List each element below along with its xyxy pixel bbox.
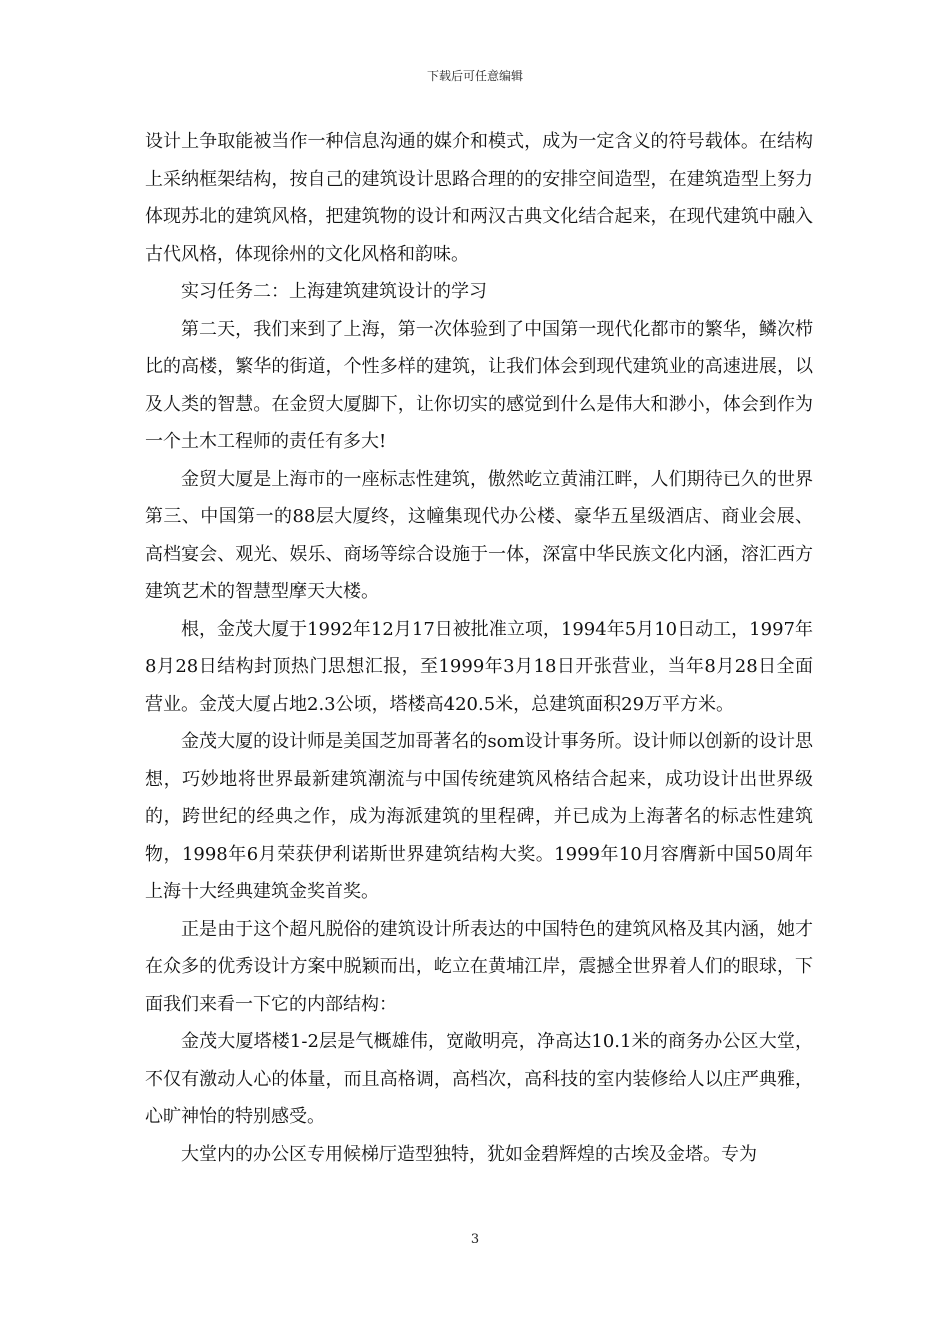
paragraph-4: 根，金茂大厦于1992年12月17日被批准立项，1994年5月10日动工，1997年8月28日结构封顶热门思想汇报，至1999年3月18日开张营业，当年8月28日全面营业。金茂大厦占地2.3公顷，塔楼高420.5米，总建筑面积29万平方米。	[145, 618, 813, 715]
document-body	[145, 123, 813, 1173]
page-header-note: 下载后可任意编辑	[426, 69, 523, 83]
section-heading-task-2: 实习任务二：上海建筑建筑设计的学习	[181, 281, 487, 302]
paragraph-3: 金贸大厦是上海市的一座标志性建筑，傲然屹立黄浦江畔，人们期待已久的世界第三、中国第一的88层大厦终，这幢集现代办公楼、豪华五星级酒店、商业会展、高档宴会、观光、娱乐、商场等综合设施于一体，深富中华民族文化内涵，溶汇西方建筑艺术的智慧型摩天大楼。	[145, 468, 813, 602]
paragraph-6: 正是由于这个超凡脱俗的建筑设计所表达的中国特色的建筑风格及其内涵，她才在众多的优秀设计方案中脱颖而出，屹立在黄埔江岸，震撼全世界着人们的眼球，下面我们来看一下它的内部结构：	[145, 918, 813, 1015]
page-number: 3	[470, 1232, 480, 1247]
paragraph-7: 金茂大厦塔楼1-2层是气概雄伟，宽敞明亮，净高达10.1米的商务办公区大堂，不仅有激动人心的体量，而且高格调，高档次，高科技的室内装修给人以庄严典雅，心旷神怡的特别感受。	[145, 1031, 813, 1127]
paragraph-2: 第二天，我们来到了上海，第一次体验到了中国第一现代化都市的繁华，鳞次栉比的高楼，繁华的街道，个性多样的建筑，让我们体会到现代建筑业的高速进展，以及人类的智慧。在金贸大厦脚下，让你切实的感觉到什么是伟大和渺小，体会到作为一个土木工程师的责任有多大!	[145, 318, 813, 452]
paragraph-8: 大堂内的办公区专用候梯厅造型独特，犹如金碧辉煌的古埃及金塔。专为	[181, 1143, 757, 1165]
paragraph-1: 设计上争取能被当作一种信息沟通的媒介和模式，成为一定含义的符号载体。在结构上采纳框架结构，按自己的建筑设计思路合理的的安排空间造型，在建筑造型上努力体现苏北的建筑风格，把建筑物的设计和两汉古典文化结合起来，在现代建筑中融入古代风格，体现徐州的文化风格和韵味。	[145, 131, 813, 265]
paragraph-5: 金茂大厦的设计师是美国芝加哥著名的som设计事务所。设计师以创新的设计思想，巧妙地将世界最新建筑潮流与中国传统建筑风格结合起来，成功设计出世界级的，跨世纪的经典之作，成为海派建筑的里程碑，并已成为上海著名的标志性建筑物，1998年6月荣获伊利诺斯世界建筑结构大奖。1999年10月容膺新中国50周年上海十大经典建筑金奖首奖。	[145, 731, 813, 902]
